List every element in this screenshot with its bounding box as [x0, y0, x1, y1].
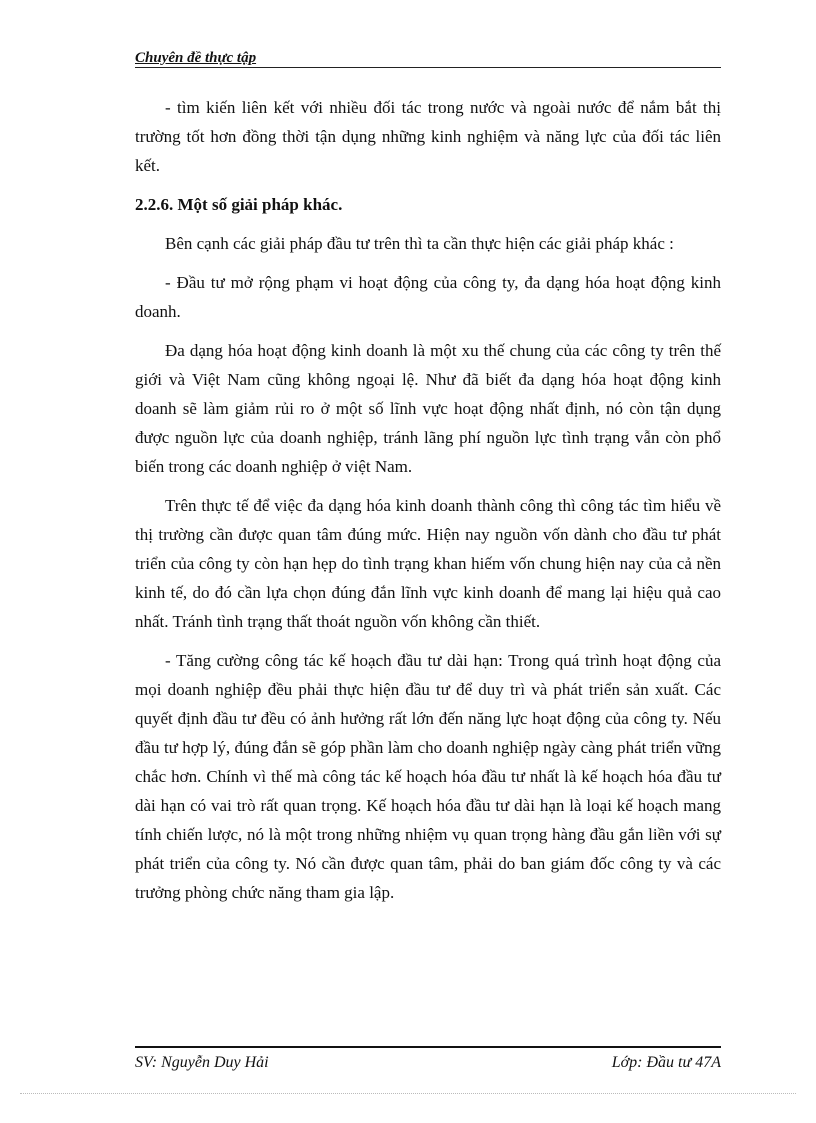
page-footer	[135, 1046, 721, 1072]
paragraph-diversification-trend: Đa dạng hóa hoạt động kinh doanh là một xu thế chung của các công ty trên thế giới và Việt Nam cũng không ngoại lệ. Như đã biết đa dạng hóa hoạt động kinh doanh sẽ làm giảm rủi ro ở một số lĩnh vực hoạt động nhất định, nó còn tận dụng được nguồn lực của doanh nghiệp, tránh lãng phí nguồn lực tình trạng vẫn còn phổ biến trong các doanh nghiệp ở việt Nam.	[135, 341, 721, 476]
page-edge-divider	[20, 1093, 796, 1094]
page-header	[135, 48, 721, 68]
header-title: Chuyên đề thực tập	[135, 50, 257, 66]
paragraph-long-term-planning: - Tăng cường công tác kế hoạch đầu tư dài hạn: Trong quá trình hoạt động của mọi doanh nghiệp đều phải thực hiện đầu tư để duy trì và phát triển sản xuất. Các quyết định đầu tư đều có ảnh hưởng rất lớn đến năng lực hoạt động của công ty. Nếu đầu tư hợp lý, đúng đắn sẽ góp phần làm cho doanh nghiệp ngày càng phát triển vững chắc hơn. Chính vì thế mà công tác kế hoạch hóa đầu tư nhất là kế hoạch hóa đầu tư dài hạn có vai trò rất quan trọng. Kế hoạch hóa đầu tư dài hạn là loại kế hoạch mang tính chiến lược, nó là một trong những nhiệm vụ quan trọng hàng đầu gắn liền với sự phát triển của công ty. Nó cần được quan tâm, phải do ban giám đốc công ty và các trưởng phòng chức năng tham gia lập.	[135, 651, 721, 902]
paragraph-market-research: Trên thực tế để việc đa dạng hóa kinh doanh thành công thì công tác tìm hiểu về thị trường cần được quan tâm đúng mức. Hiện nay nguồn vốn dành cho đầu tư phát triển của công ty còn hạn hẹp do tình trạng khan hiếm vốn chung hiện nay của cả nền kinh tế, do đó cần lựa chọn đúng đắn lĩnh vực kinh doanh để mang lại hiệu quả cao nhất. Tránh tình trạng thất thoát nguồn vốn không cần thiết.	[135, 496, 721, 631]
document-body	[135, 93, 721, 917]
section-heading: 2.2.6. Một số giải pháp khác.	[135, 195, 343, 214]
footer-student: SV: Nguyễn Duy Hải	[135, 1054, 269, 1071]
paragraph-intro: Bên cạnh các giải pháp đầu tư trên thì ta cần thực hiện các giải pháp khác :	[165, 234, 674, 253]
paragraph-diversification-point: - Đầu tư mở rộng phạm vi hoạt động của công ty, đa dạng hóa hoạt động kinh doanh.	[135, 273, 721, 321]
footer-class: Lớp: Đầu tư 47A	[611, 1054, 721, 1071]
paragraph-partner-linking: - tìm kiến liên kết với nhiều đối tác trong nước và ngoài nước để nắm bắt thị trường tốt hơn đồng thời tận dụng những kinh nghiệm và năng lực của đối tác liên kết.	[135, 98, 721, 175]
